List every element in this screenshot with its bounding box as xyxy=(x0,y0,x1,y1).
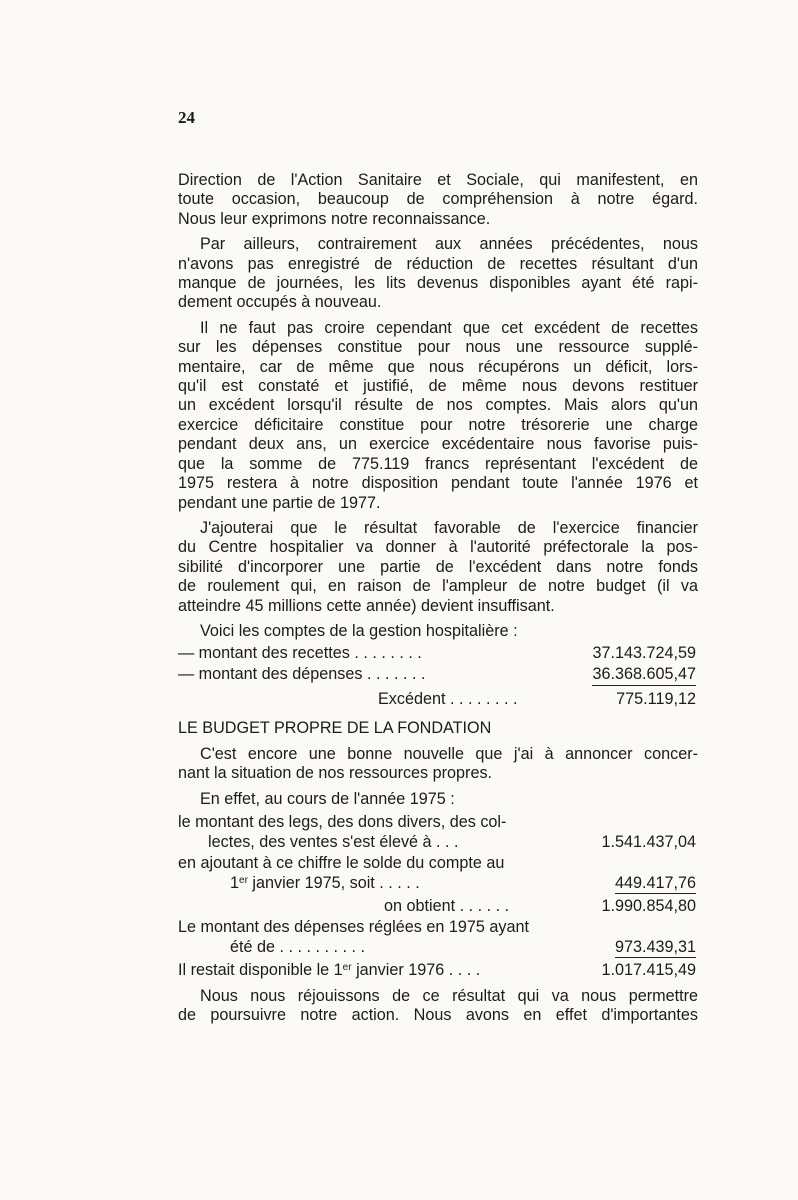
text-line: du Centre hospitalier va donner à l'autorité préfectorale la pos- xyxy=(178,538,698,557)
restait-value: 1.017.415,49 xyxy=(601,960,696,979)
depenses-1975-value: 973.439,31 xyxy=(615,938,696,958)
text-line: atteindre 45 millions cette année) devient insuffisant. xyxy=(178,596,555,615)
row-obtient xyxy=(178,897,698,918)
row-restait xyxy=(178,961,698,982)
row-solde xyxy=(178,874,698,895)
text-line: nant la situation de nos ressources propres. xyxy=(178,764,493,783)
excedent-value: 775.119,12 xyxy=(616,690,696,709)
row-excedent xyxy=(178,690,698,711)
text-line: un excédent lorsqu'il résulte de nos comptes. Mais alors qu'un xyxy=(178,396,698,415)
obtient-value: 1.990.854,80 xyxy=(601,896,696,915)
section-heading: LE BUDGET PROPRE DE LA FONDATION xyxy=(178,719,492,738)
legs-label: lectes, des ventes s'est élevé à . . . xyxy=(208,832,459,851)
depenses-value: 36.368.605,47 xyxy=(592,665,696,685)
row-depenses xyxy=(178,665,698,686)
text-line: de poursuivre notre action. Nous avons en effet d'importantes xyxy=(178,1006,698,1025)
restait-label: Il restait disponible le 1er janvier 1976 . . . . xyxy=(178,960,481,979)
depenses-1975-label: été de . . . . . . . . . . xyxy=(230,937,365,956)
text-line: pendant une partie de 1977. xyxy=(178,493,381,512)
text-line: dement occupés à nouveau. xyxy=(178,293,382,312)
recettes-value: 37.143.724,59 xyxy=(592,644,696,663)
text-line: Nous leur exprimons notre reconnaissance. xyxy=(178,209,491,228)
text-line: que la somme de 775.119 francs représentant l'excédent de xyxy=(178,454,698,473)
text-line: 1975 restera à notre disposition pendant toute l'année 1976 et xyxy=(178,474,698,493)
excedent-label: Excédent . . . . . . . . xyxy=(378,690,518,709)
text-line: C'est encore une bonne nouvelle que j'ai à annoncer concer- xyxy=(200,744,698,763)
row-legs xyxy=(178,833,698,854)
solde-line-1: en ajoutant à ce chiffre le solde du compte au xyxy=(178,853,505,872)
text-line: n'avons pas enregistré de réduction de recettes résultant d'un xyxy=(178,254,698,273)
legs-line-1: le montant des legs, des dons divers, des col- xyxy=(178,812,507,831)
text-line: qu'il est constaté et justifié, de même nous devons restituer xyxy=(178,377,698,396)
row-depenses-1975 xyxy=(178,938,698,959)
depenses-label: — montant des dépenses . . . . . . . xyxy=(178,665,426,684)
paragraph-direction xyxy=(178,171,698,229)
text-line: pendant deux ans, un exercice excédentaire nous favorise puis- xyxy=(178,435,698,454)
text-line: J'ajouterai que le résultat favorable de l'exercice financier xyxy=(200,518,698,537)
accounts-intro: Voici les comptes de la gestion hospitalière : xyxy=(200,621,518,640)
obtient-label: on obtient . . . . . . xyxy=(384,896,510,915)
page-number: 24 xyxy=(178,108,195,127)
legs-value: 1.541.437,04 xyxy=(601,832,696,851)
paragraph-excedent xyxy=(178,319,698,513)
intro-1975: En effet, au cours de l'année 1975 : xyxy=(200,789,455,808)
text-line: de roulement qui, en raison de l'ampleur de notre budget (il va xyxy=(178,577,698,596)
text-line: manque de journées, les lits devenus disponibles ayant été rapi- xyxy=(178,274,698,293)
text-line: Il ne faut pas croire cependant que cet excédent de recettes xyxy=(200,318,698,337)
text-line: sibilité d'incorporer une partie de l'excédent dans notre fonds xyxy=(178,557,698,576)
paragraph-rejouissons xyxy=(178,987,698,1026)
depenses-1975-line-1: Le montant des dépenses réglées en 1975 ayant xyxy=(178,917,529,936)
paragraph-bonne-nouvelle xyxy=(178,745,698,784)
text-line: Direction de l'Action Sanitaire et Sociale, qui manifestent, en xyxy=(178,171,698,189)
text-line: mentaire, car de même que nous récupérons un déficit, lors- xyxy=(178,357,698,376)
solde-value: 449.417,76 xyxy=(615,874,696,894)
page-content xyxy=(178,171,698,1032)
text-line: exercice déficitaire constitue pour notre trésorerie une charge xyxy=(178,415,698,434)
paragraph-resultat xyxy=(178,519,698,616)
paragraph-par-ailleurs xyxy=(178,235,698,313)
text-line: Par ailleurs, contrairement aux années précédentes, nous xyxy=(200,235,698,254)
text-line: Nous nous réjouissons de ce résultat qui va nous permettre xyxy=(200,986,698,1005)
row-recettes xyxy=(178,644,698,665)
text-line: sur les dépenses constitue pour nous une ressource supplé- xyxy=(178,338,698,357)
text-line: toute occasion, beaucoup de compréhension à notre égard. xyxy=(178,190,698,209)
recettes-label: — montant des recettes . . . . . . . . xyxy=(178,644,422,663)
solde-label: 1er janvier 1975, soit . . . . . xyxy=(230,873,420,892)
